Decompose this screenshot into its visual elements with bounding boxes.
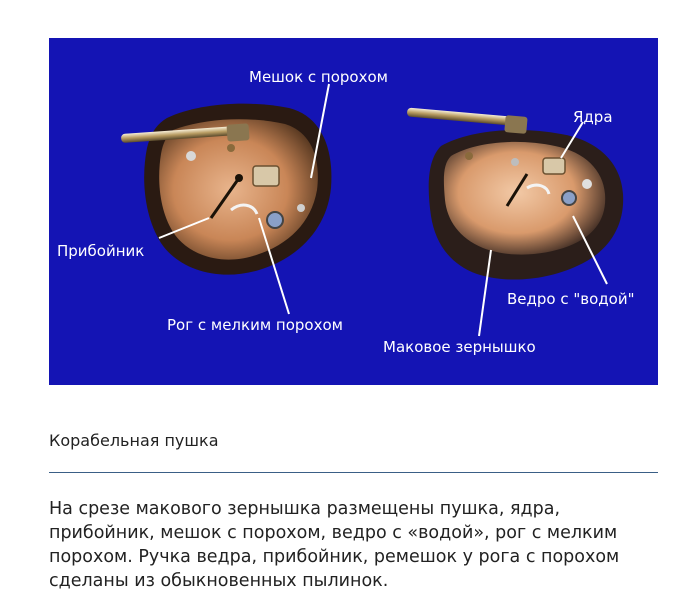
label-poppy-seed: Маковое зернышко	[383, 338, 536, 356]
right-seed	[407, 107, 623, 279]
divider	[49, 472, 658, 473]
label-cannonballs: Ядра	[573, 108, 613, 126]
description-paragraph: На срезе макового зернышка размещены пушка, ядра, прибойник, мешок с порохом, ведро с «водой», рог с мелким порохом. Ручка ведра, прибойник, ремешок у рога с порохом сделаны из обыкновенных пылинок.	[49, 499, 620, 591]
poppy-seed-illustration	[49, 38, 658, 385]
label-bucket: Ведро с "водой"	[507, 290, 635, 308]
label-rammer: Прибойник	[57, 242, 145, 260]
photo-panel	[49, 38, 658, 385]
figure-caption: Корабельная пушка	[49, 431, 219, 450]
left-seed	[121, 104, 332, 275]
label-powder-bag: Мешок с порохом	[249, 68, 388, 86]
label-powder-horn: Рог с мелким порохом	[167, 316, 343, 334]
